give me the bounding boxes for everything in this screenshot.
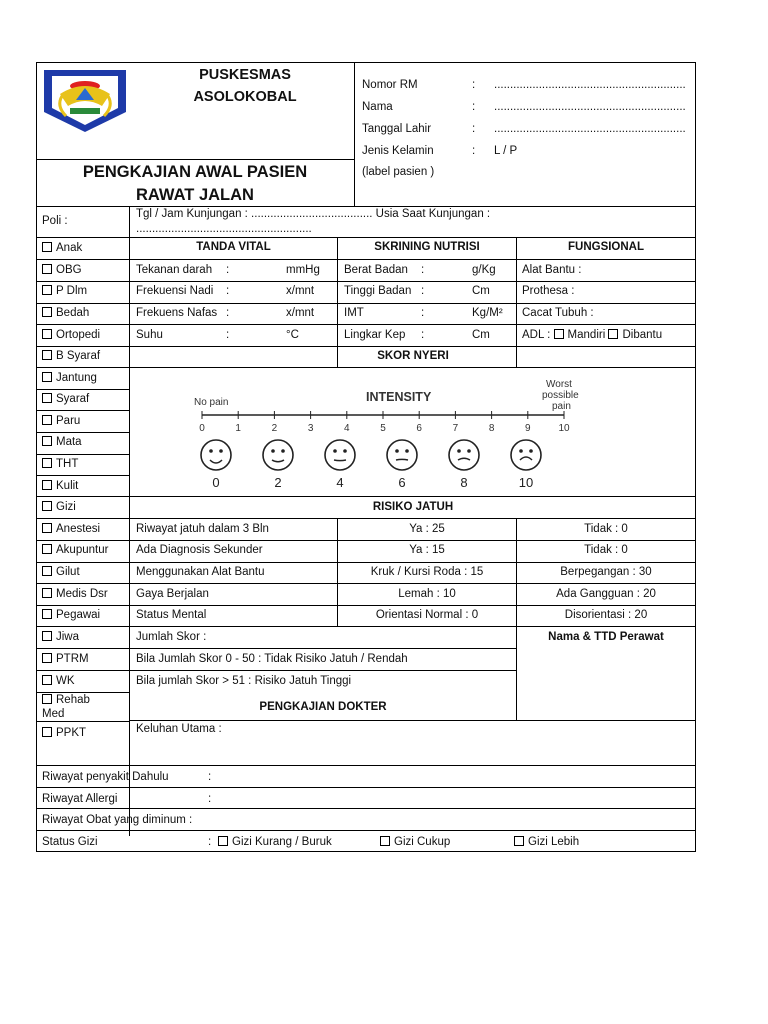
row-line bbox=[36, 808, 696, 809]
poli-option[interactable] bbox=[42, 241, 82, 255]
border-right bbox=[695, 62, 696, 852]
row-line bbox=[129, 720, 696, 721]
col-divider bbox=[516, 237, 517, 367]
poli-option[interactable] bbox=[42, 500, 76, 514]
tv-unit: x/mnt bbox=[286, 285, 315, 297]
rj-label: Riwayat jatuh dalam 3 Bln bbox=[136, 523, 269, 535]
poli-option-label: Akupuntur bbox=[56, 544, 109, 556]
row-line bbox=[36, 281, 696, 282]
skor-nyeri-title: SKOR NYERI bbox=[377, 350, 449, 362]
poli-option-label: Kulit bbox=[56, 480, 79, 492]
poli-option-label: Ortopedi bbox=[56, 329, 101, 341]
checkbox-icon[interactable] bbox=[42, 393, 52, 403]
row-line bbox=[36, 721, 130, 722]
form-title-line1: PENGKAJIAN AWAL PASIEN bbox=[82, 163, 308, 181]
field-label-jenis-kelamin: Jenis Kelamin bbox=[362, 145, 434, 157]
nama-ttd-perawat: Nama & TTD Perawat bbox=[548, 631, 664, 643]
footer-colon: : bbox=[208, 836, 212, 848]
checkbox-icon[interactable] bbox=[42, 631, 52, 641]
scale-tick-label: 2 bbox=[271, 423, 278, 434]
tv-sep: : bbox=[226, 264, 230, 276]
row-line bbox=[36, 432, 130, 433]
riwayat-penyakit-label: Riwayat penyakit Dahulu bbox=[42, 771, 169, 783]
checkbox-icon[interactable] bbox=[42, 675, 52, 685]
checkbox-icon[interactable] bbox=[42, 307, 52, 317]
row-line bbox=[36, 303, 696, 304]
field-value-jenis-kelamin[interactable]: L / P bbox=[494, 145, 518, 157]
poli-option[interactable] bbox=[42, 349, 100, 363]
field-value-nomor-rm[interactable]: ............................................................ bbox=[494, 79, 686, 91]
poli-option[interactable] bbox=[42, 565, 80, 579]
rj-label: Ada Diagnosis Sekunder bbox=[136, 544, 263, 556]
faces-row bbox=[201, 440, 541, 490]
rj-option-b: Berpegangan : 30 bbox=[560, 566, 652, 578]
row-line bbox=[36, 648, 516, 649]
checkbox-icon[interactable] bbox=[42, 588, 52, 598]
fungsional-title: FUNGSIONAL bbox=[567, 241, 645, 253]
rj-option-b: Disorientasi : 20 bbox=[564, 609, 648, 621]
scale-tick-label: 10 bbox=[558, 423, 570, 434]
checkbox-icon[interactable] bbox=[514, 836, 524, 846]
poli-option[interactable] bbox=[42, 522, 100, 536]
poli-option[interactable] bbox=[42, 543, 108, 557]
scale-tick-label: 7 bbox=[452, 423, 459, 434]
intensity-label: INTENSITY bbox=[366, 390, 432, 404]
row-line bbox=[36, 496, 696, 497]
puskesmas-logo-icon bbox=[40, 66, 130, 136]
rj-option-a: Ya : 25 bbox=[409, 523, 445, 535]
form-title-line2: RAWAT JALAN bbox=[136, 186, 254, 204]
label-pasien-note: (label pasien ) bbox=[362, 166, 435, 178]
gizi-option-lebih[interactable] bbox=[514, 835, 579, 849]
tv-unit: x/mnt bbox=[286, 307, 315, 319]
face-score-label: 0 bbox=[212, 475, 220, 490]
field-sep: : bbox=[472, 79, 476, 91]
org-name-line1: PUSKESMAS bbox=[199, 67, 291, 83]
pain-face-icon bbox=[449, 440, 479, 470]
tv-sep: : bbox=[226, 307, 230, 319]
poli-option-label: Mata bbox=[56, 436, 82, 448]
checkbox-icon[interactable] bbox=[42, 501, 52, 511]
poli-option[interactable] bbox=[42, 608, 100, 622]
row-line bbox=[36, 626, 696, 627]
poli-option[interactable] bbox=[42, 674, 75, 688]
fungsional-prothesa: Prothesa : bbox=[522, 285, 575, 297]
checkbox-icon[interactable] bbox=[42, 285, 52, 295]
pain-face-icon bbox=[325, 440, 355, 470]
rj-option-b: Tidak : 0 bbox=[584, 523, 628, 535]
sn-unit: Cm bbox=[472, 329, 490, 341]
checkbox-icon[interactable] bbox=[608, 329, 618, 339]
poli-option-label: Pegawai bbox=[56, 609, 101, 621]
row-line bbox=[36, 324, 696, 325]
rj-option-b: Ada Gangguan : 20 bbox=[556, 588, 656, 600]
footer-colon: : bbox=[208, 793, 212, 805]
poli-option-label: OBG bbox=[56, 264, 82, 276]
poli-option[interactable] bbox=[42, 392, 89, 406]
border-bottom bbox=[36, 851, 696, 852]
poli-option[interactable] bbox=[42, 479, 78, 493]
tv-label: Frekuensi Nadi bbox=[136, 285, 214, 297]
scale-tick-label: 1 bbox=[235, 423, 241, 434]
no-pain-label: No pain bbox=[194, 397, 229, 408]
sn-sep: : bbox=[421, 329, 425, 341]
checkbox-icon[interactable] bbox=[42, 694, 52, 704]
sn-unit: Kg/M² bbox=[472, 307, 503, 319]
poli-option-label: Anak bbox=[56, 242, 83, 254]
sn-sep: : bbox=[421, 307, 425, 319]
poli-option[interactable] bbox=[42, 652, 89, 666]
assessment-form bbox=[36, 62, 696, 852]
poli-option-label: Anestesi bbox=[56, 523, 101, 535]
rj-label: Menggunakan Alat Bantu bbox=[136, 566, 265, 578]
riwayat-obat-label: Riwayat Obat yang diminum : bbox=[42, 814, 193, 826]
poli-label: Poli : bbox=[42, 215, 68, 227]
poli-option[interactable] bbox=[42, 630, 79, 644]
pain-face-icon bbox=[511, 440, 541, 470]
field-sep: : bbox=[472, 123, 476, 135]
header-hline bbox=[36, 159, 355, 160]
row-line bbox=[36, 830, 696, 831]
checkbox-icon[interactable] bbox=[42, 350, 52, 360]
face-score-label: 2 bbox=[274, 475, 282, 490]
poli-option[interactable] bbox=[42, 371, 97, 385]
border-top bbox=[36, 62, 696, 63]
poli-option[interactable] bbox=[42, 263, 82, 277]
poli-option-label: Medis Dsr bbox=[56, 588, 108, 600]
tv-label: Tekanan darah bbox=[136, 264, 213, 276]
face-score-label: 10 bbox=[518, 475, 534, 490]
scale-tick-label: 6 bbox=[416, 423, 422, 434]
visit-line2[interactable]: ....................................................... bbox=[136, 223, 312, 235]
row-line bbox=[36, 518, 696, 519]
checkbox-icon[interactable] bbox=[42, 242, 52, 252]
keluhan-utama[interactable]: Keluhan Utama : bbox=[136, 723, 222, 735]
poli-option-label: P Dlm bbox=[56, 285, 88, 297]
poli-option-label: WK bbox=[56, 675, 75, 687]
checkbox-icon[interactable] bbox=[42, 544, 52, 554]
risk-note-high: Bila jumlah Skor > 51 : Risiko Jatuh Tinggi bbox=[136, 675, 352, 687]
sn-label: IMT bbox=[344, 307, 364, 319]
checkbox-icon[interactable] bbox=[42, 458, 52, 468]
rj-option-a: Orientasi Normal : 0 bbox=[375, 609, 479, 621]
field-sep: : bbox=[472, 145, 476, 157]
checkbox-icon[interactable] bbox=[42, 415, 52, 425]
poli-option-label: Paru bbox=[56, 415, 81, 427]
row-line bbox=[36, 583, 696, 584]
tv-unit: mmHg bbox=[286, 264, 320, 276]
poli-option-label-cont: Med bbox=[42, 708, 65, 720]
sn-label: Tinggi Badan bbox=[344, 285, 412, 297]
field-value-tanggal-lahir[interactable]: ............................................................ bbox=[494, 123, 686, 135]
sn-label: Lingkar Kep bbox=[344, 329, 406, 341]
poli-option-label: Gilut bbox=[56, 566, 80, 578]
poli-option[interactable] bbox=[42, 457, 78, 471]
fungsional-alat-bantu: Alat Bantu : bbox=[522, 264, 582, 276]
rj-label: Gaya Berjalan bbox=[136, 588, 209, 600]
field-label-nomor-rm: Nomor RM bbox=[362, 79, 418, 91]
risk-note-low: Bila Jumlah Skor 0 - 50 : Tidak Risiko Jatuh / Rendah bbox=[136, 653, 408, 665]
adl-dibantu-label: Dibantu bbox=[622, 329, 663, 341]
row-line bbox=[36, 389, 130, 390]
col-divider bbox=[337, 237, 338, 367]
jumlah-skor[interactable]: Jumlah Skor : bbox=[136, 631, 207, 643]
rj-option-a: Lemah : 10 bbox=[398, 588, 456, 600]
tv-unit: °C bbox=[286, 329, 299, 341]
sn-unit: Cm bbox=[472, 285, 490, 297]
poli-option[interactable] bbox=[42, 284, 87, 298]
poli-option-label: Rehab bbox=[56, 694, 90, 706]
tv-sep: : bbox=[226, 285, 230, 297]
row-line bbox=[36, 410, 130, 411]
poli-column-divider bbox=[129, 206, 130, 836]
row-line bbox=[36, 367, 696, 368]
checkbox-icon[interactable] bbox=[42, 727, 52, 737]
fungsional-cacat-tubuh: Cacat Tubuh : bbox=[522, 307, 594, 319]
pain-scale-chart bbox=[186, 371, 606, 495]
poli-option-label: THT bbox=[56, 458, 79, 470]
checkbox-icon[interactable] bbox=[42, 372, 52, 382]
sn-sep: : bbox=[421, 285, 425, 297]
sn-sep: : bbox=[421, 264, 425, 276]
poli-option-label: PTRM bbox=[56, 653, 89, 665]
tv-label: Frekuens Nafas bbox=[136, 307, 218, 319]
field-label-nama: Nama bbox=[362, 101, 393, 113]
org-name-line2: ASOLOKOBAL bbox=[193, 89, 297, 105]
worst-label-1: Worst bbox=[546, 379, 572, 390]
row-line bbox=[36, 454, 130, 455]
checkbox-icon[interactable] bbox=[380, 836, 390, 846]
checkbox-icon[interactable] bbox=[42, 653, 52, 663]
row-line bbox=[36, 765, 696, 766]
pain-face-icon bbox=[263, 440, 293, 470]
poli-option[interactable] bbox=[42, 587, 108, 601]
checkbox-icon[interactable] bbox=[42, 329, 52, 339]
face-score-label: 6 bbox=[398, 475, 406, 490]
row-line bbox=[36, 787, 696, 788]
checkbox-icon[interactable] bbox=[554, 329, 564, 339]
tv-label: Suhu bbox=[136, 329, 163, 341]
checkbox-icon[interactable] bbox=[42, 523, 52, 533]
row-line bbox=[36, 670, 516, 671]
status-gizi-label: Status Gizi bbox=[42, 836, 98, 848]
scale-tick-label: 8 bbox=[488, 423, 495, 434]
tanda-vital-title: TANDA VITAL bbox=[196, 241, 271, 253]
sn-label: Berat Badan bbox=[344, 264, 408, 276]
field-label-tanggal-lahir: Tanggal Lahir bbox=[362, 123, 432, 135]
sn-unit: g/Kg bbox=[472, 264, 496, 276]
poli-option[interactable] bbox=[42, 726, 86, 740]
footer-colon: : bbox=[208, 771, 212, 783]
fungsional-adl bbox=[522, 328, 662, 342]
gizi-option-cukup[interactable] bbox=[380, 835, 450, 849]
adl-mandiri-label: Mandiri bbox=[567, 329, 606, 341]
poli-option[interactable] bbox=[42, 414, 80, 428]
field-sep: : bbox=[472, 101, 476, 113]
skrining-nutrisi-title: SKRINING NUTRISI bbox=[374, 241, 480, 253]
checkbox-icon[interactable] bbox=[218, 836, 228, 846]
checkbox-icon[interactable] bbox=[42, 264, 52, 274]
row-line bbox=[36, 259, 696, 260]
rj-option-a: Ya : 15 bbox=[409, 544, 445, 556]
checkbox-icon[interactable] bbox=[42, 480, 52, 490]
row-line bbox=[36, 540, 696, 541]
field-value-nama[interactable]: ............................................................ bbox=[494, 101, 686, 113]
header-divider bbox=[354, 62, 355, 207]
gizi-cukup-label: Gizi Cukup bbox=[394, 836, 451, 848]
rj-option-a: Kruk / Kursi Roda : 15 bbox=[370, 566, 484, 578]
riwayat-allergi-label: Riwayat Allergi bbox=[42, 793, 118, 805]
gizi-option-kurang[interactable] bbox=[218, 835, 332, 849]
scale-tick-label: 3 bbox=[307, 423, 314, 434]
pain-face-icon bbox=[201, 440, 231, 470]
pengkajian-dokter-title: PENGKAJIAN DOKTER bbox=[259, 701, 387, 713]
rj-option-b: Tidak : 0 bbox=[584, 544, 628, 556]
poli-option[interactable] bbox=[42, 693, 90, 707]
row-line bbox=[36, 346, 696, 347]
scale-tick-label: 5 bbox=[380, 423, 386, 434]
scale-tick-label: 4 bbox=[344, 423, 350, 434]
checkbox-icon[interactable] bbox=[42, 566, 52, 576]
poli-option[interactable] bbox=[42, 435, 82, 449]
row-line bbox=[36, 562, 696, 563]
checkbox-icon[interactable] bbox=[42, 609, 52, 619]
face-score-label: 8 bbox=[460, 475, 468, 490]
poli-option-label: PPKT bbox=[56, 727, 87, 739]
checkbox-icon[interactable] bbox=[42, 436, 52, 446]
poli-option[interactable] bbox=[42, 328, 100, 342]
gizi-kurang-label: Gizi Kurang / Buruk bbox=[232, 836, 332, 848]
row-line bbox=[36, 605, 696, 606]
pain-face-icon bbox=[387, 440, 417, 470]
tv-sep: : bbox=[226, 329, 230, 341]
row-line bbox=[36, 475, 130, 476]
scale-tick-label: 9 bbox=[525, 423, 531, 434]
worst-label-2: possible bbox=[542, 390, 579, 401]
adl-label: ADL : bbox=[522, 329, 551, 341]
poli-option[interactable] bbox=[42, 306, 89, 320]
scale-tick-label: 0 bbox=[199, 423, 205, 434]
rj-label: Status Mental bbox=[136, 609, 207, 621]
poli-option-label: Bedah bbox=[56, 307, 90, 319]
visit-bottom bbox=[36, 237, 696, 238]
gizi-lebih-label: Gizi Lebih bbox=[528, 836, 580, 848]
poli-option-label: Syaraf bbox=[56, 393, 90, 405]
worst-label-3: pain bbox=[552, 401, 571, 412]
poli-option-label: Jiwa bbox=[56, 631, 80, 643]
poli-option-label: B Syaraf bbox=[56, 350, 101, 362]
poli-option-label: Jantung bbox=[56, 372, 97, 384]
face-score-label: 4 bbox=[336, 475, 344, 490]
visit-line1[interactable]: Tgl / Jam Kunjungan : ...................................... Usia Saat Kunjungan : bbox=[136, 208, 491, 220]
poli-option-label: Gizi bbox=[56, 501, 76, 513]
risiko-jatuh-title: RISIKO JATUH bbox=[372, 501, 454, 513]
